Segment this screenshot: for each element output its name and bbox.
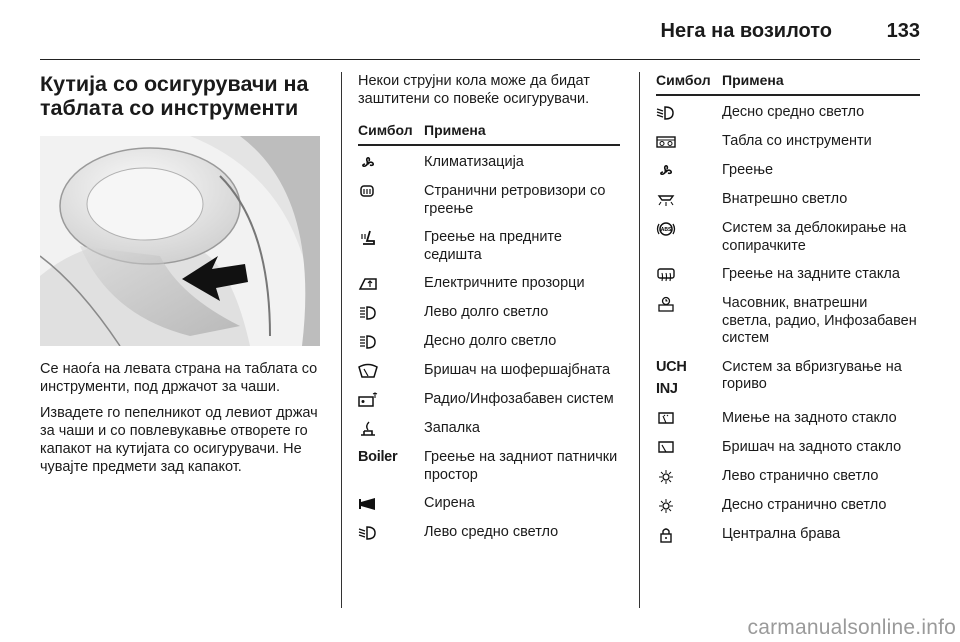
fuse-usage: Десно средно светло [722, 104, 865, 120]
column-divider [639, 72, 640, 608]
fuse-row [358, 449, 620, 484]
fuse-usage: Лево долго светло [424, 304, 549, 320]
fuse-usage: Табла со инструменти [722, 133, 872, 149]
fuse-usage: Сирена [424, 495, 475, 511]
fuse-usage: Бришач на задното стакло [722, 438, 902, 455]
fuse-usage: Лево странично светло [722, 467, 879, 484]
fuse-usage: Греење на задниот патнички простор [424, 449, 618, 483]
section-title: Нега на возилото [660, 20, 832, 42]
location-text: Се наоѓа на левата страна на таблата со инструменти, под држачот за чаши. [40, 361, 318, 395]
low-beam-icon [656, 104, 722, 122]
fuse-row [358, 275, 620, 293]
fuse-row [656, 191, 920, 209]
uch-inj-symbol [656, 359, 722, 399]
fuse-row [358, 362, 620, 380]
page-title: Кутија со осигурувачи на таблата со инструменти [40, 72, 309, 120]
fuse-row [358, 495, 620, 513]
fuse-usage: Греење на задните стакла [722, 266, 900, 282]
column-header-symbol: Симбол [358, 122, 413, 138]
fuse-usage: Внатрешно светло [722, 191, 848, 207]
svg-text:ABS: ABS [660, 227, 672, 233]
fuse-usage: Часовник, внатрешни светла, радио, Инфозабавен систем [722, 295, 917, 346]
column-header-symbol: Симбол [656, 72, 711, 88]
right-column [656, 72, 920, 555]
uch-label: UCH [656, 358, 687, 375]
column-header-usage: Примена [424, 122, 486, 138]
fuse-usage: Греење [722, 162, 774, 178]
fan-icon [656, 162, 722, 180]
middle-column [358, 72, 620, 553]
fuse-row [656, 468, 920, 486]
radio-icon [358, 391, 424, 409]
page-number: 133 [886, 20, 920, 42]
fuse-usage: Десно долго светло [424, 333, 557, 349]
fuse-row [358, 154, 620, 172]
fuse-usage: Климатизација [424, 154, 524, 170]
fuse-usage: Бришач на шофершајбната [424, 362, 611, 378]
fuse-row [656, 220, 920, 255]
fuse-row [656, 410, 920, 428]
fuse-row [656, 359, 920, 399]
heated-mirror-icon [358, 183, 424, 201]
fuse-row [358, 391, 620, 409]
fuse-row [358, 304, 620, 322]
fuse-row [358, 333, 620, 351]
fuse-row [656, 526, 920, 544]
fuse-usage: Електричните прозорци [424, 275, 585, 291]
fuse-usage: Лево средно светло [424, 524, 559, 540]
column-header-usage: Примена [722, 72, 784, 88]
watermark: carmanualsonline.info [747, 616, 956, 639]
central-lock-icon [656, 526, 722, 544]
side-light-icon [656, 497, 722, 515]
abs-icon [656, 220, 722, 238]
high-beam-icon [358, 304, 424, 322]
table-header [358, 122, 620, 146]
fuse-row [656, 104, 920, 122]
fuse-row [656, 295, 920, 348]
low-beam-icon [358, 524, 424, 542]
fuse-box-illustration [40, 136, 320, 346]
table-header [656, 72, 920, 96]
horn-icon [358, 495, 424, 513]
fuse-row [358, 524, 620, 542]
fuse-row [656, 497, 920, 515]
left-column [40, 72, 325, 476]
boiler-label: Boiler [358, 449, 398, 466]
instruction-text: Извадете го пепелникот од левиот држач за чаши и со повлевукавње отворете го капакот на кутијата со осигурувачи. Не чувајте предмети зад капакот. [40, 405, 318, 475]
wiper-icon [358, 362, 424, 380]
fuse-row [358, 420, 620, 438]
fuse-usage: Греење на предните седишта [424, 229, 562, 263]
fuse-usage: Десно странично светло [722, 496, 887, 513]
fuse-usage: Миење на задното стакло [722, 409, 897, 426]
column-divider [341, 72, 342, 608]
clock-icon [656, 295, 722, 313]
fuse-row [656, 439, 920, 457]
side-light-icon [656, 468, 722, 486]
fuse-row [358, 229, 620, 264]
fuse-usage: Странични ретровизори со греење [424, 183, 606, 217]
fuse-usage: Систем за деблокирање на сопирачките [722, 220, 907, 254]
fuse-usage: Централна брава [722, 525, 841, 542]
fuse-row [656, 133, 920, 151]
fuse-row [656, 162, 920, 180]
fuse-box-photo [40, 136, 320, 346]
fan-icon [358, 154, 424, 172]
interior-light-icon [656, 191, 722, 209]
instrument-panel-icon [656, 133, 722, 151]
fuse-usage: Радио/Инфозабавен систем [424, 391, 614, 407]
page-header [40, 12, 920, 60]
high-beam-icon [358, 333, 424, 351]
heated-seat-icon [358, 229, 424, 247]
power-window-icon [358, 275, 424, 293]
boiler-symbol [358, 449, 424, 467]
fuse-row [358, 183, 620, 218]
inj-label: INJ [656, 381, 678, 397]
intro-text: Некои струјни кола може да бидат заштитени со повеќе осигурувачи. [358, 73, 590, 107]
lighter-icon [358, 420, 424, 438]
fuse-usage: Систем за вбризгување на гориво [722, 358, 902, 392]
rear-defrost-icon [656, 266, 722, 284]
fuse-usage: Запалка [424, 420, 480, 436]
rear-washer-icon [656, 410, 722, 428]
fuse-row [656, 266, 920, 284]
rear-wiper-icon [656, 439, 722, 457]
